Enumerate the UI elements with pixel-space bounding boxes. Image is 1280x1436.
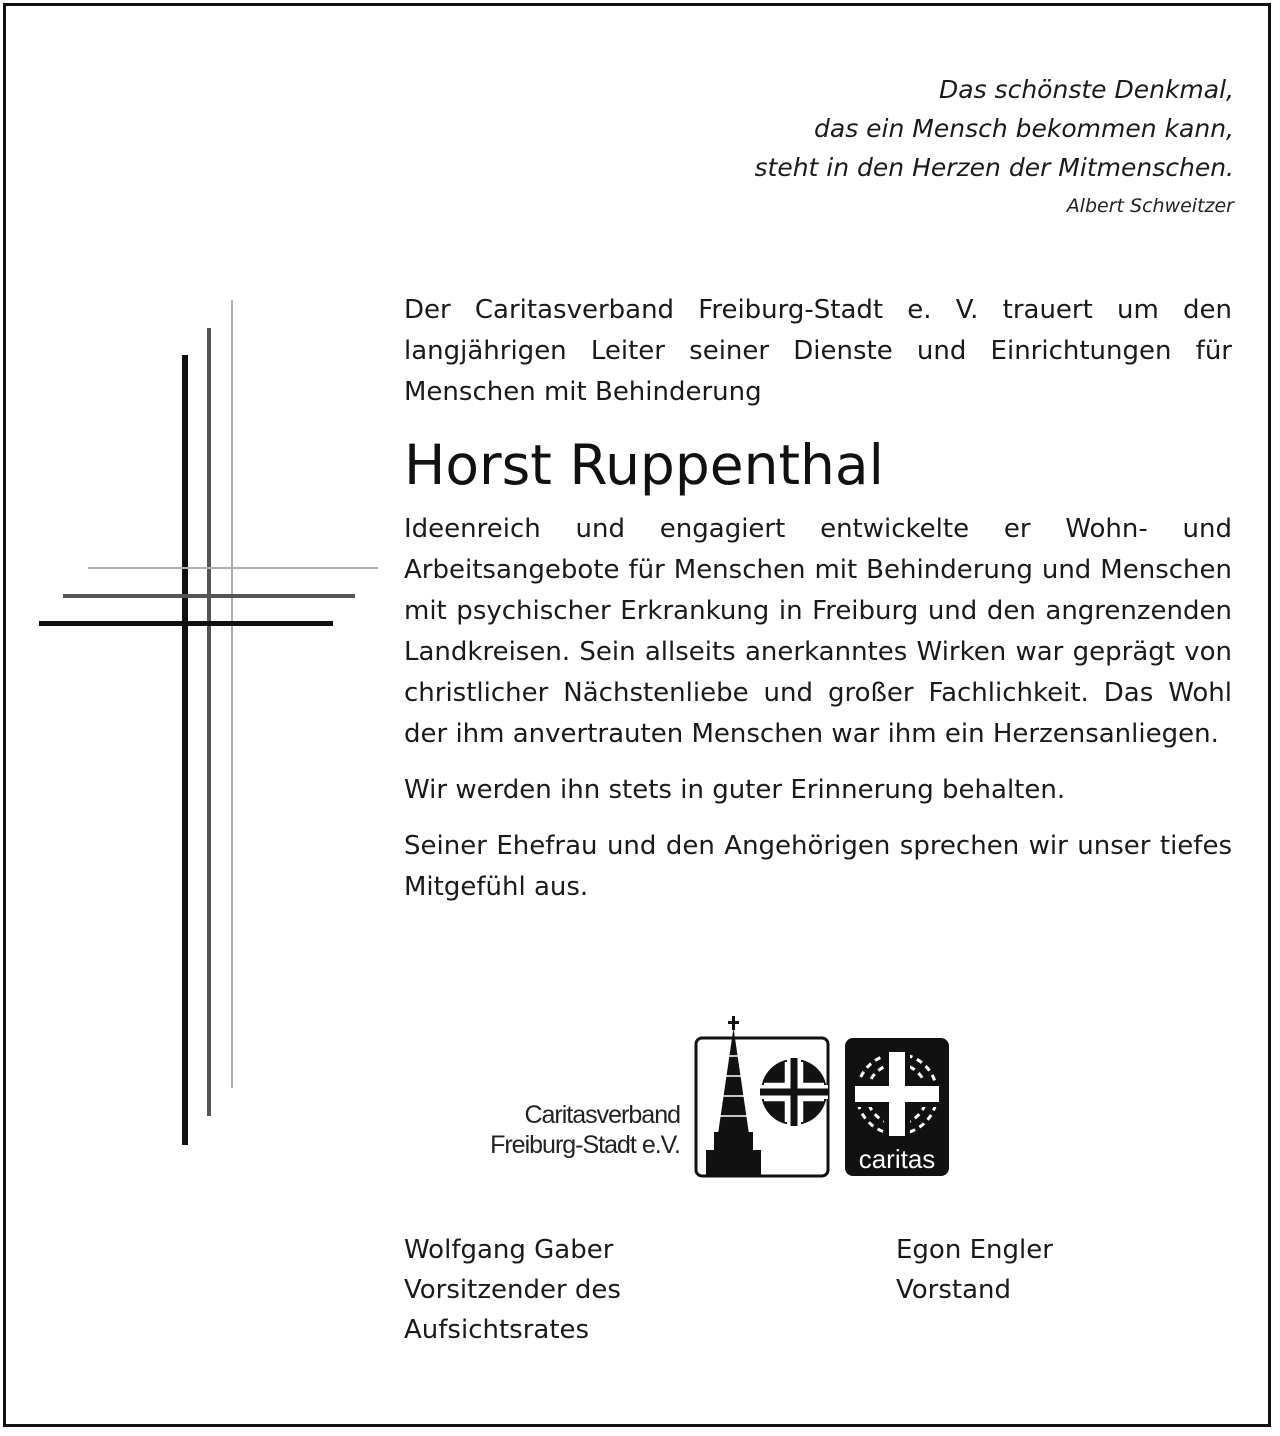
quote-line: Das schönste Denkmal, [939,75,1234,104]
caritas-wordmark: caritas [858,1144,936,1174]
cross-horizontal-thick [39,621,333,626]
caritas-cross-icon [845,1038,949,1176]
logo-org-name [468,1100,680,1160]
signatory-role: Vorstand [896,1275,1012,1305]
logo-org-line: Freiburg-Stadt e.V. [490,1131,680,1159]
caritas-logo [468,1014,953,1184]
signatory-role: Aufsichtsrates [404,1315,590,1345]
logo-org-line: Caritasverband [524,1101,680,1129]
cross-graphic [0,0,400,1200]
cross-vertical-mid [207,328,211,1116]
quote-block [755,70,1235,221]
cross-vertical-thick [182,355,188,1145]
quote-line: das ein Mensch bekommen kann, [814,114,1234,143]
cross-horizontal-mid [63,594,355,598]
signatory-right [896,1230,1053,1310]
intro-text: Der Caritasverband Freiburg-Stadt e. V. trauert um den langjährigen Leiter seiner Dienste und Einrichtungen für Menschen mit Behinderung [404,295,1232,407]
cross-vertical-thin [231,300,233,1088]
condolence-paragraph: Seiner Ehefrau und den Angehörigen sprechen wir unser tiefes Mitgefühl aus. [404,831,1232,902]
deceased-name: Horst Ruppenthal [404,433,884,497]
memory-paragraph: Wir werden ihn stets in guter Erinnerung behalten. [404,775,1066,805]
signatory-role: Vorsitzender des [404,1275,621,1305]
tribute-paragraph: Ideenreich und engagiert entwickelte er Wohn- und Arbeitsangebote für Menschen mit Behinderung und Menschen mit psychischer Erkrankung in Freiburg und den angrenzenden Landkreisen. Sein allseits anerkanntes Wirken war geprägt von christlicher Nächstenliebe und großer Fachlichkeit. Das Wohl der ihm anvertrauten Menschen war ihm ein Herzensanliegen. [404,514,1232,749]
cathedral-icon [694,1016,830,1178]
quote-line: steht in den Herzen der Mitmenschen. [754,153,1234,182]
notice-body [404,290,1232,923]
cross-horizontal-thin [88,567,378,569]
quote-author: Albert Schweitzer [1066,195,1234,217]
signatory-name: Wolfgang Gaber [404,1235,614,1265]
signatory-name: Egon Engler [896,1235,1053,1265]
signatory-left [404,1230,621,1350]
